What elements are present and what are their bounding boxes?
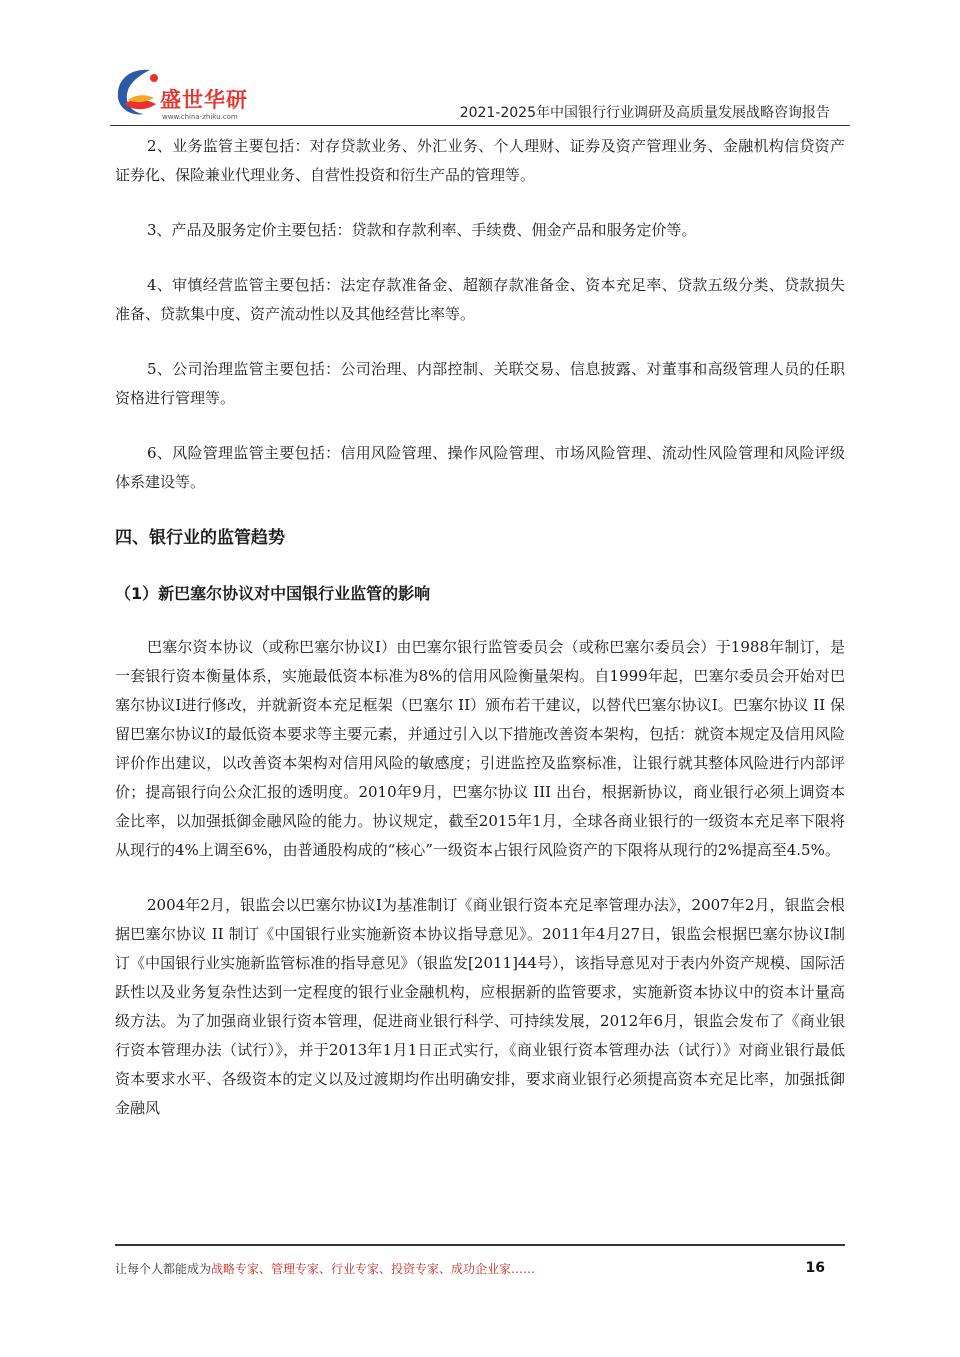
logo-name: 盛世华研 xyxy=(160,88,248,112)
page-footer xyxy=(115,1260,825,1284)
paragraph-business-supervision: 2、业务监管主要包括：对存贷款业务、外汇业务、个人理财、证券及资产管理业务、金融机构信贷资产证券化、保险兼业代理业务、自营性投资和衍生产品的管理等。 xyxy=(115,137,845,184)
report-title: 2021-2025年中国银行行业调研及高质量发展战略咨询报告 xyxy=(459,105,830,121)
paragraph-governance-supervision: 5、公司治理监管主要包括：公司治理、内部控制、关联交易、信息披露、对董事和高级管理人员的任职资格进行管理等。 xyxy=(115,360,845,407)
paragraph-prudential-supervision: 4、审慎经营监管主要包括：法定存款准备金、超额存款准备金、资本充足率、贷款五级分类、贷款损失准备、贷款集中度、资产流动性以及其他经营比率等。 xyxy=(115,276,845,323)
company-logo xyxy=(110,64,260,120)
header-divider xyxy=(110,125,850,126)
logo-url: www.china-zhiku.com xyxy=(162,113,238,121)
logo-emblem-icon xyxy=(110,64,166,120)
footer-slogan-roles: 战略专家、管理专家、行业专家、投资专家、成功企业家…… xyxy=(211,1262,536,1276)
paragraph-cbrc-regulations: 2004年2月，银监会以巴塞尔协议Ⅰ为基准制订《商业银行资本充足率管理办法》，2007年2月，银监会根据巴塞尔协议 II 制订《中国银行业实施新资本协议指导意见》。2011年4月27日，银监会根据巴塞尔协议Ⅰ制订《中国银行业实施新监管标准的指导意见》（银监发[2011]44号），该指导意见对于表内外资产规模、国际活跃性以及业务复杂性达到一定程度的银行业金融机构，应根据新的监管要求，实施新资本协议中的资本计量高级方法。为了加强商业银行资本管理，促进商业银行科学、可持续发展，2012年6月，银监会发布了《商业银行资本管理办法（试行）》，并于2013年1月1日正式实行，《商业银行资本管理办法（试行）》对商业银行最低资本要求水平、各级资本的定义以及过渡期均作出明确安排，要求商业银行必须提高资本充足比率，加强抵御金融风 xyxy=(115,896,845,1117)
subsection-heading: （1）新巴塞尔协议对中国银行业监管的影响 xyxy=(115,584,431,603)
paragraph-risk-supervision: 6、风险管理监管主要包括：信用风险管理、操作风险管理、市场风险管理、流动性风险管理和风险评级体系建设等。 xyxy=(115,444,845,491)
footer-slogan-prefix: 让每个人都能成为 xyxy=(115,1262,212,1276)
page-number: 16 xyxy=(805,1260,825,1276)
paragraph-basel-accords: 巴塞尔资本协议（或称巴塞尔协议Ⅰ）由巴塞尔银行监管委员会（或称巴塞尔委员会）于1988年制订，是一套银行资本衡量体系，实施最低资本标准为8%的信用风险衡量架构。自1999年起，巴塞尔委员会开始对巴塞尔协议Ⅰ进行修改，并就新资本充足框架（巴塞尔 II）颁布若干建议，以替代巴塞尔协议Ⅰ。巴塞尔协议 II 保留巴塞尔协议Ⅰ的最低资本要求等主要元素，并通过引入以下措施改善资本架构，包括：就资本规定及信用风险评价作出建议，以改善资本架构对信用风险的敏感度；引进监控及监察标准，让银行就其整体风险进行内部评价；提高银行向公众汇报的透明度。2010年9月，巴塞尔协议 III 出台，根据新协议，商业银行必须上调资本金比率，以加强抵御金融风险的能力。协议规定，截至2015年1月，全球各商业银行的一级资本充足率下限将从现行的4%上调至6%，由普通股构成的“核心”一级资本占银行风险资产的下限将从现行的2%提高至4.5%。 xyxy=(115,638,845,859)
paragraph-pricing-supervision: 3、产品及服务定价主要包括：贷款和存款利率、手续费、佣金产品和服务定价等。 xyxy=(147,221,697,239)
footer-divider xyxy=(115,1244,845,1246)
document-body xyxy=(115,132,845,1123)
page-header xyxy=(110,60,850,126)
section-heading: 四、银行业的监管趋势 xyxy=(115,528,285,548)
